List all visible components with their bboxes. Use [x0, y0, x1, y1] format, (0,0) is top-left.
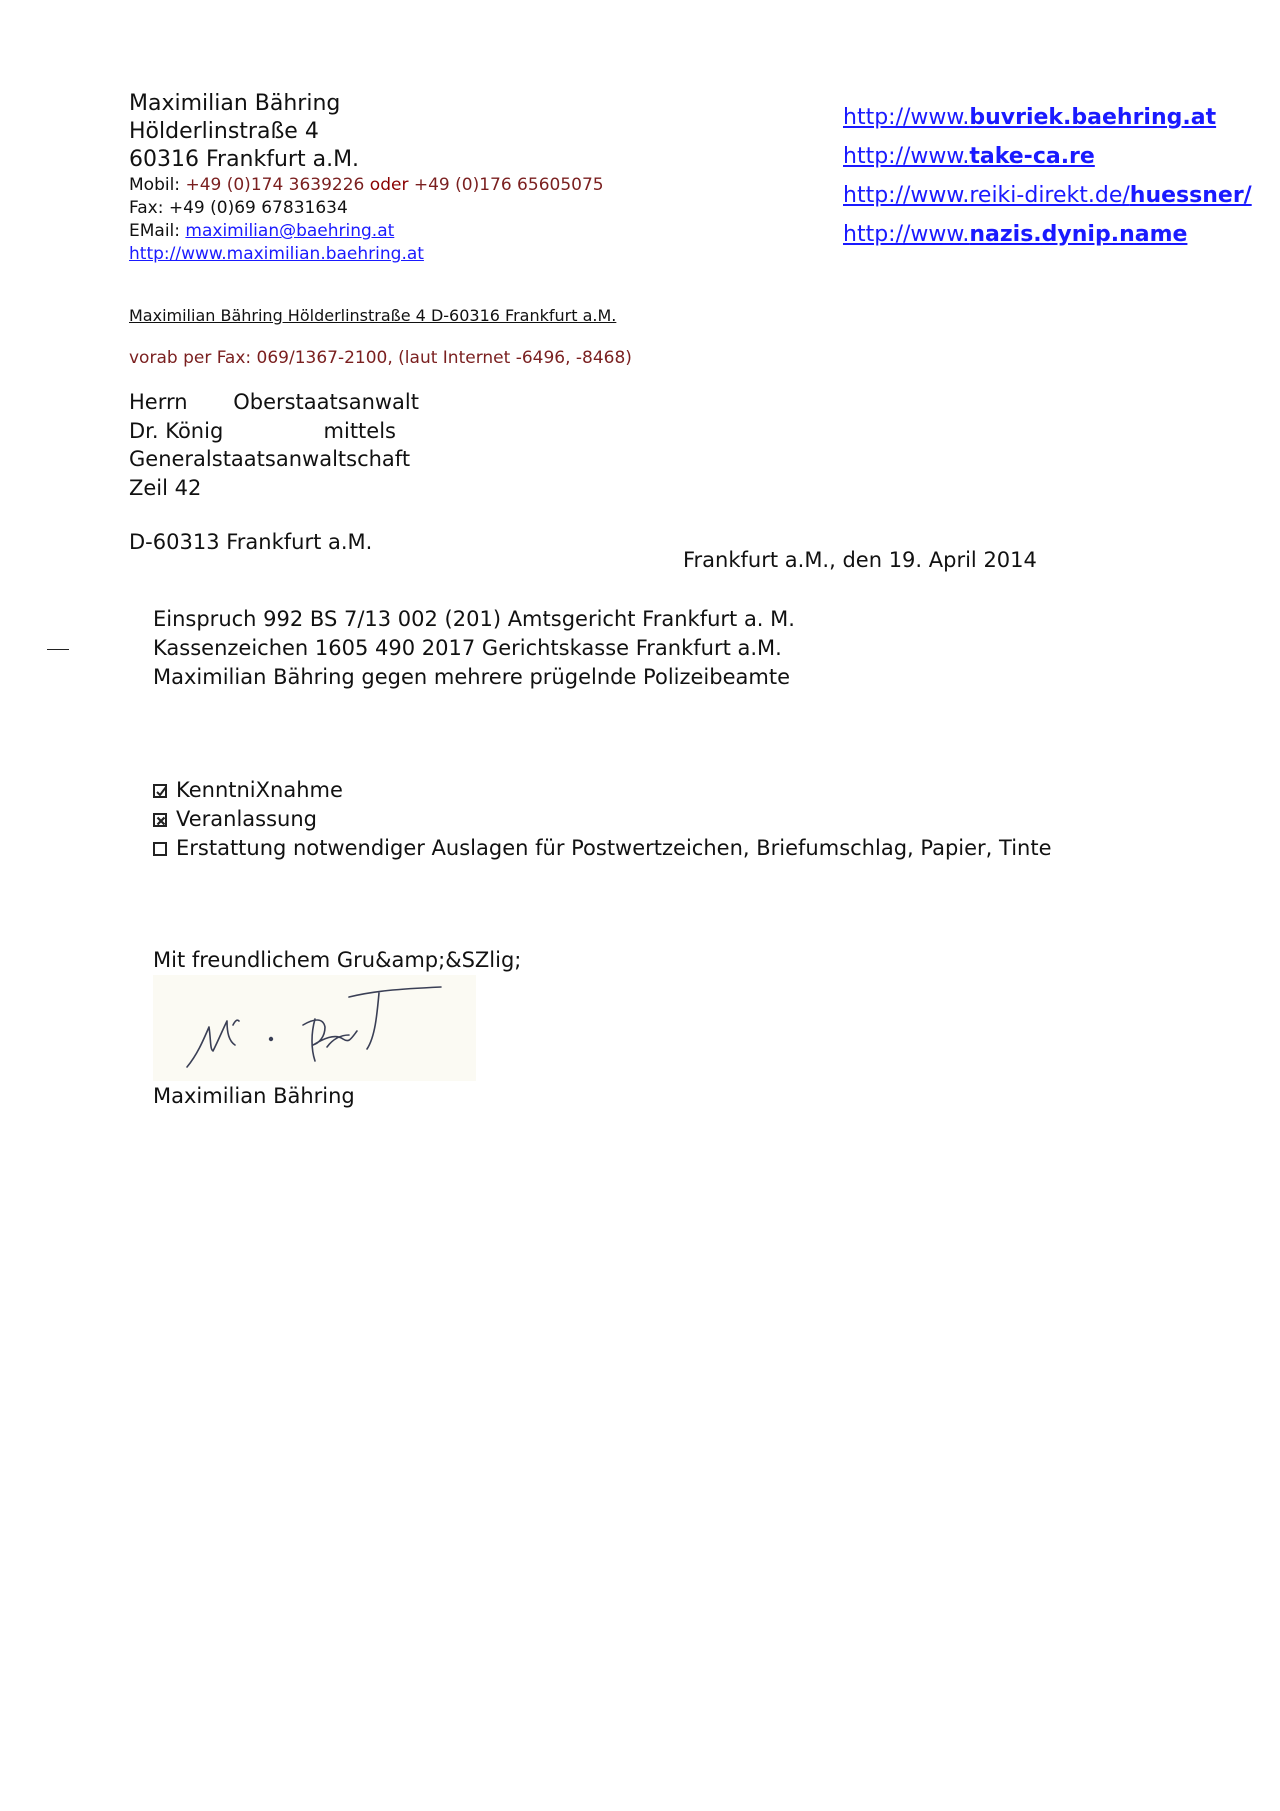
checkbox-label: Erstattung notwendiger Auslagen für Postwertzeichen, Briefumschlag, Papier, Tinte	[176, 836, 1052, 860]
mobile-number-1: +49 (0)174 3639226	[185, 175, 365, 195]
subject-line: Einspruch 992 BS 7/13 002 (201) Amtsgericht Frankfurt a. M.	[153, 607, 795, 631]
checkbox-label: Veranlassung	[176, 807, 318, 831]
link-take-care[interactable]: http://www.take-ca.re	[843, 144, 1095, 169]
recipient-salutation: Herrn	[129, 390, 188, 414]
email-link[interactable]: maximilian@baehring.at	[185, 221, 395, 241]
checkbox-crossed-icon	[153, 813, 167, 827]
checkbox-list	[153, 776, 1052, 863]
recipient-block	[129, 388, 419, 502]
sender-city: 60316 Frankfurt a.M.	[129, 147, 360, 172]
return-address: Maximilian Bähring Hölderlinstraße 4 D-60316 Frankfurt a.M.	[129, 306, 617, 325]
checkbox-item	[153, 834, 1052, 863]
checkbox-item	[153, 776, 1052, 805]
checkbox-item	[153, 805, 1052, 834]
recipient-street: Zeil 42	[129, 475, 202, 500]
checkbox-empty-icon	[153, 842, 167, 856]
sender-name: Maximilian Bähring	[129, 91, 341, 116]
recipient-via: mittels	[323, 418, 396, 443]
fax-label: Fax:	[129, 198, 164, 218]
signer-name: Maximilian Bähring	[153, 1084, 355, 1108]
website-link[interactable]: http://www.maximilian.baehring.at	[129, 244, 424, 264]
sender-street: Hölderlinstraße 4	[129, 119, 319, 144]
recipient-title: Oberstaatsanwalt	[233, 390, 419, 414]
fold-mark	[47, 649, 69, 650]
link-buvriek[interactable]: http://www.buvriek.baehring.at	[843, 105, 1217, 130]
links-list	[843, 98, 1252, 254]
sender-block	[129, 90, 604, 266]
checkbox-checked-icon	[153, 784, 167, 798]
fax-number: +49 (0)69 67831634	[168, 198, 348, 218]
closing-greeting: Mit freundlichem Gru&amp;&SZlig;	[153, 948, 522, 972]
email-label: EMail:	[129, 221, 180, 241]
letter-date: Frankfurt a.M., den 19. April 2014	[683, 548, 1037, 572]
sender-email	[129, 220, 604, 243]
recipient-organization: Generalstaatsanwaltschaft	[129, 447, 411, 471]
mobile-number-2: +49 (0)176 65605075	[413, 175, 604, 195]
sender-fax	[129, 197, 604, 220]
recipient-name: Dr. König	[129, 418, 224, 443]
subject-line: Maximilian Bähring gegen mehrere prügelnde Polizeibeamte	[153, 665, 790, 689]
recipient-city: D-60313 Frankfurt a.M.	[129, 530, 373, 554]
mobile-or: oder	[369, 175, 409, 195]
checkbox-label: KenntniXnahme	[176, 778, 343, 802]
link-reiki-direkt[interactable]: http://www.reiki-direkt.de/huessner/	[843, 183, 1252, 208]
fax-note: vorab per Fax: 069/1367-2100, (laut Internet -6496, -8468)	[129, 348, 632, 368]
handwritten-signature	[153, 975, 476, 1081]
subject-block	[153, 605, 795, 692]
link-nazis-dynip[interactable]: http://www.nazis.dynip.name	[843, 222, 1188, 247]
subject-line: Kassenzeichen 1605 490 2017 Gerichtskasse Frankfurt a.M.	[153, 636, 782, 660]
mobile-label: Mobil:	[129, 175, 181, 195]
sender-mobile	[129, 174, 604, 197]
